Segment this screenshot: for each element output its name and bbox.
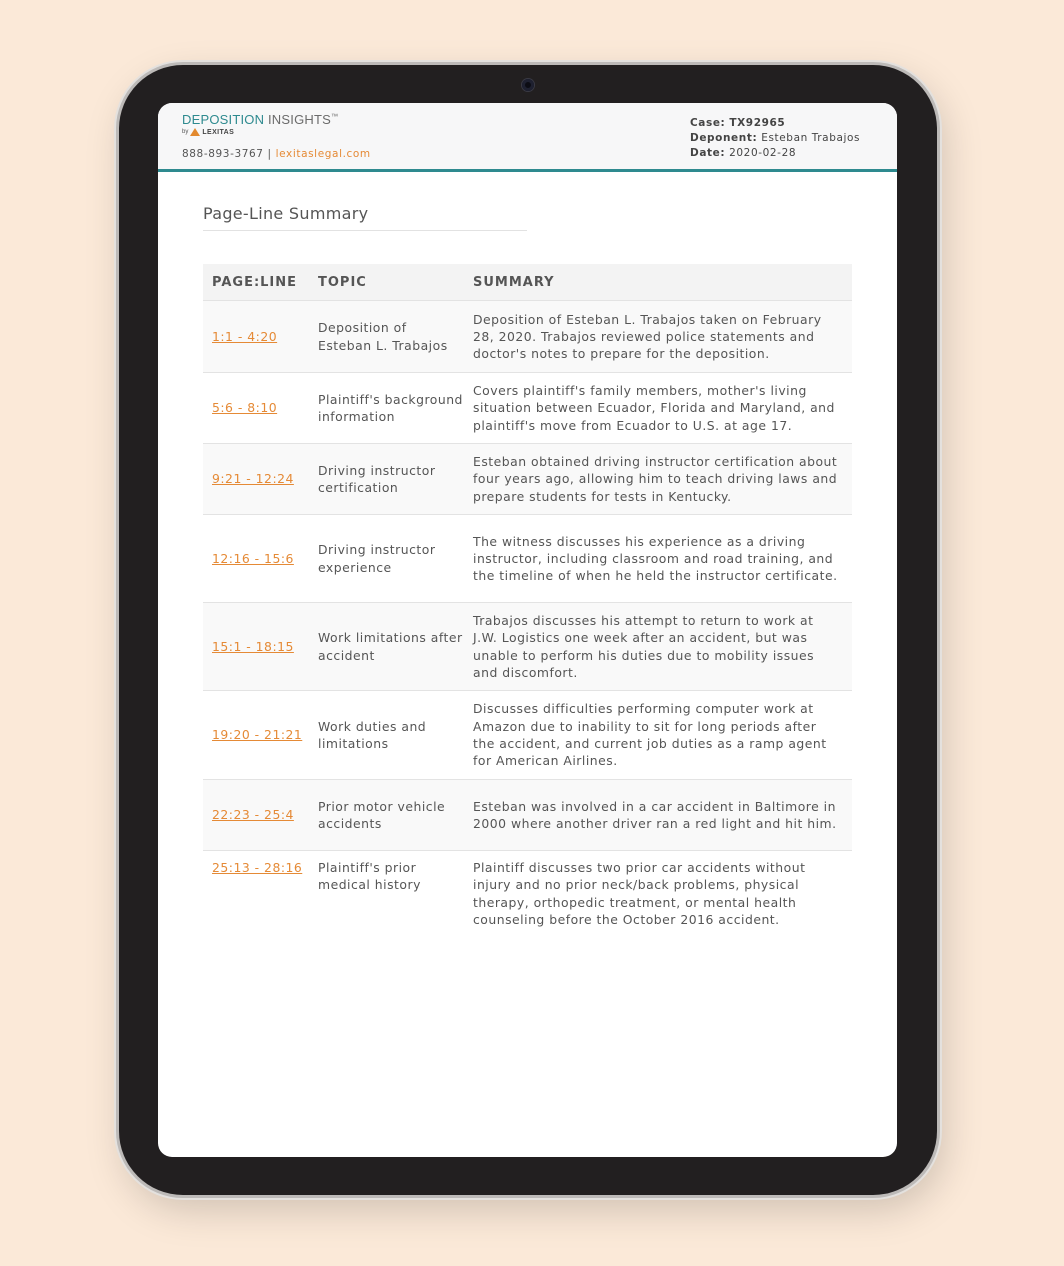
table-row bbox=[203, 301, 852, 373]
table-row bbox=[203, 373, 852, 444]
page-line-link[interactable]: 22:23 - 25:4 bbox=[212, 807, 294, 823]
summary-cell: Discusses difficulties performing computer work at Amazon due to inability to sit for long periods after the accident, and current job duties as a ramp agent for American Airlines. bbox=[464, 691, 852, 780]
topic-cell: Work duties and limitations bbox=[309, 691, 464, 780]
page-line-link[interactable]: 9:21 - 12:24 bbox=[212, 471, 294, 487]
lexitas-logo-icon bbox=[190, 128, 200, 136]
column-header-topic: TOPIC bbox=[309, 264, 464, 301]
table-row bbox=[203, 603, 852, 691]
topic-cell: Prior motor vehicle accidents bbox=[309, 780, 464, 851]
table-row bbox=[203, 780, 852, 851]
page-line-link[interactable]: 15:1 - 18:15 bbox=[212, 638, 294, 654]
summary-cell: Covers plaintiff's family members, mother's living situation between Ecuador, Florida and Maryland, and plaintiff's move from Ecuador to U.S. at age 17. bbox=[464, 373, 852, 444]
topic-cell: Driving instructor experience bbox=[309, 515, 464, 603]
summary-cell: The witness discusses his experience as a driving instructor, including classroom and road training, and the timeline of when he held the instructor certificate. bbox=[464, 515, 852, 603]
case-value: TX92965 bbox=[729, 117, 786, 129]
column-header-page-line: PAGE:LINE bbox=[203, 264, 309, 301]
page-line-link[interactable]: 19:20 - 21:21 bbox=[212, 727, 303, 743]
table-row bbox=[203, 515, 852, 603]
tablet-frame bbox=[119, 65, 937, 1195]
brand-by: by bbox=[182, 129, 189, 135]
trademark-symbol: ™ bbox=[331, 113, 339, 121]
topic-cell: Work limitations after accident bbox=[309, 603, 464, 691]
case-info bbox=[690, 116, 860, 161]
topic-cell: Deposition of Esteban L. Trabajos bbox=[309, 301, 464, 373]
case-label: Case: bbox=[690, 117, 726, 129]
summary-cell: Plaintiff discusses two prior car accidents without injury and no prior neck/back problems, physical therapy, orthopedic treatment, or mental health counseling before the October 2016 accident. bbox=[464, 851, 852, 941]
brand-logo bbox=[182, 112, 338, 136]
deponent-value: Esteban Trabajos bbox=[761, 132, 861, 144]
page-title: Page-Line Summary bbox=[203, 204, 527, 231]
brand-company: LEXITAS bbox=[202, 128, 235, 136]
page-line-link[interactable]: 1:1 - 4:20 bbox=[212, 328, 278, 344]
page-line-link[interactable]: 12:16 - 15:6 bbox=[212, 550, 294, 566]
page-line-link[interactable]: 5:6 - 8:10 bbox=[212, 400, 278, 416]
table-header-row bbox=[203, 264, 852, 301]
table-row bbox=[203, 851, 852, 941]
table-row bbox=[203, 444, 852, 515]
topic-cell: Plaintiff's prior medical history bbox=[309, 851, 464, 941]
website-link[interactable]: lexitaslegal.com bbox=[275, 148, 371, 160]
column-header-summary: SUMMARY bbox=[464, 264, 852, 301]
summary-cell: Esteban obtained driving instructor certification about four years ago, allowing him to teach driving laws and prepare students for tests in Kentucky. bbox=[464, 444, 852, 515]
brand-name-deposition: DEPOSITION bbox=[182, 112, 265, 127]
screen bbox=[158, 103, 897, 1157]
brand-name-insights: INSIGHTS bbox=[268, 112, 331, 127]
summary-cell: Esteban was involved in a car accident in Baltimore in 2000 where another driver ran a red light and hit him. bbox=[464, 780, 852, 851]
date-label: Date: bbox=[690, 147, 726, 159]
date-value: 2020-02-28 bbox=[729, 147, 797, 159]
table-row bbox=[203, 691, 852, 780]
report-header bbox=[158, 103, 897, 172]
contact-info bbox=[182, 148, 371, 160]
phone-number: 888-893-3767 bbox=[182, 148, 264, 160]
camera-icon bbox=[522, 79, 534, 91]
page-line-summary-table bbox=[203, 264, 852, 941]
deponent-label: Deponent: bbox=[690, 132, 758, 144]
summary-cell: Deposition of Esteban L. Trabajos taken on February 28, 2020. Trabajos reviewed police statements and doctor's notes to prepare for the deposition. bbox=[464, 301, 852, 373]
summary-cell: Trabajos discusses his attempt to return to work at J.W. Logistics one week after an accident, but was unable to perform his duties due to mobility issues and discomfort. bbox=[464, 603, 852, 691]
page-line-link[interactable]: 25:13 - 28:16 bbox=[212, 860, 303, 875]
contact-separator: | bbox=[267, 148, 272, 160]
topic-cell: Plaintiff's background information bbox=[309, 373, 464, 444]
topic-cell: Driving instructor certification bbox=[309, 444, 464, 515]
